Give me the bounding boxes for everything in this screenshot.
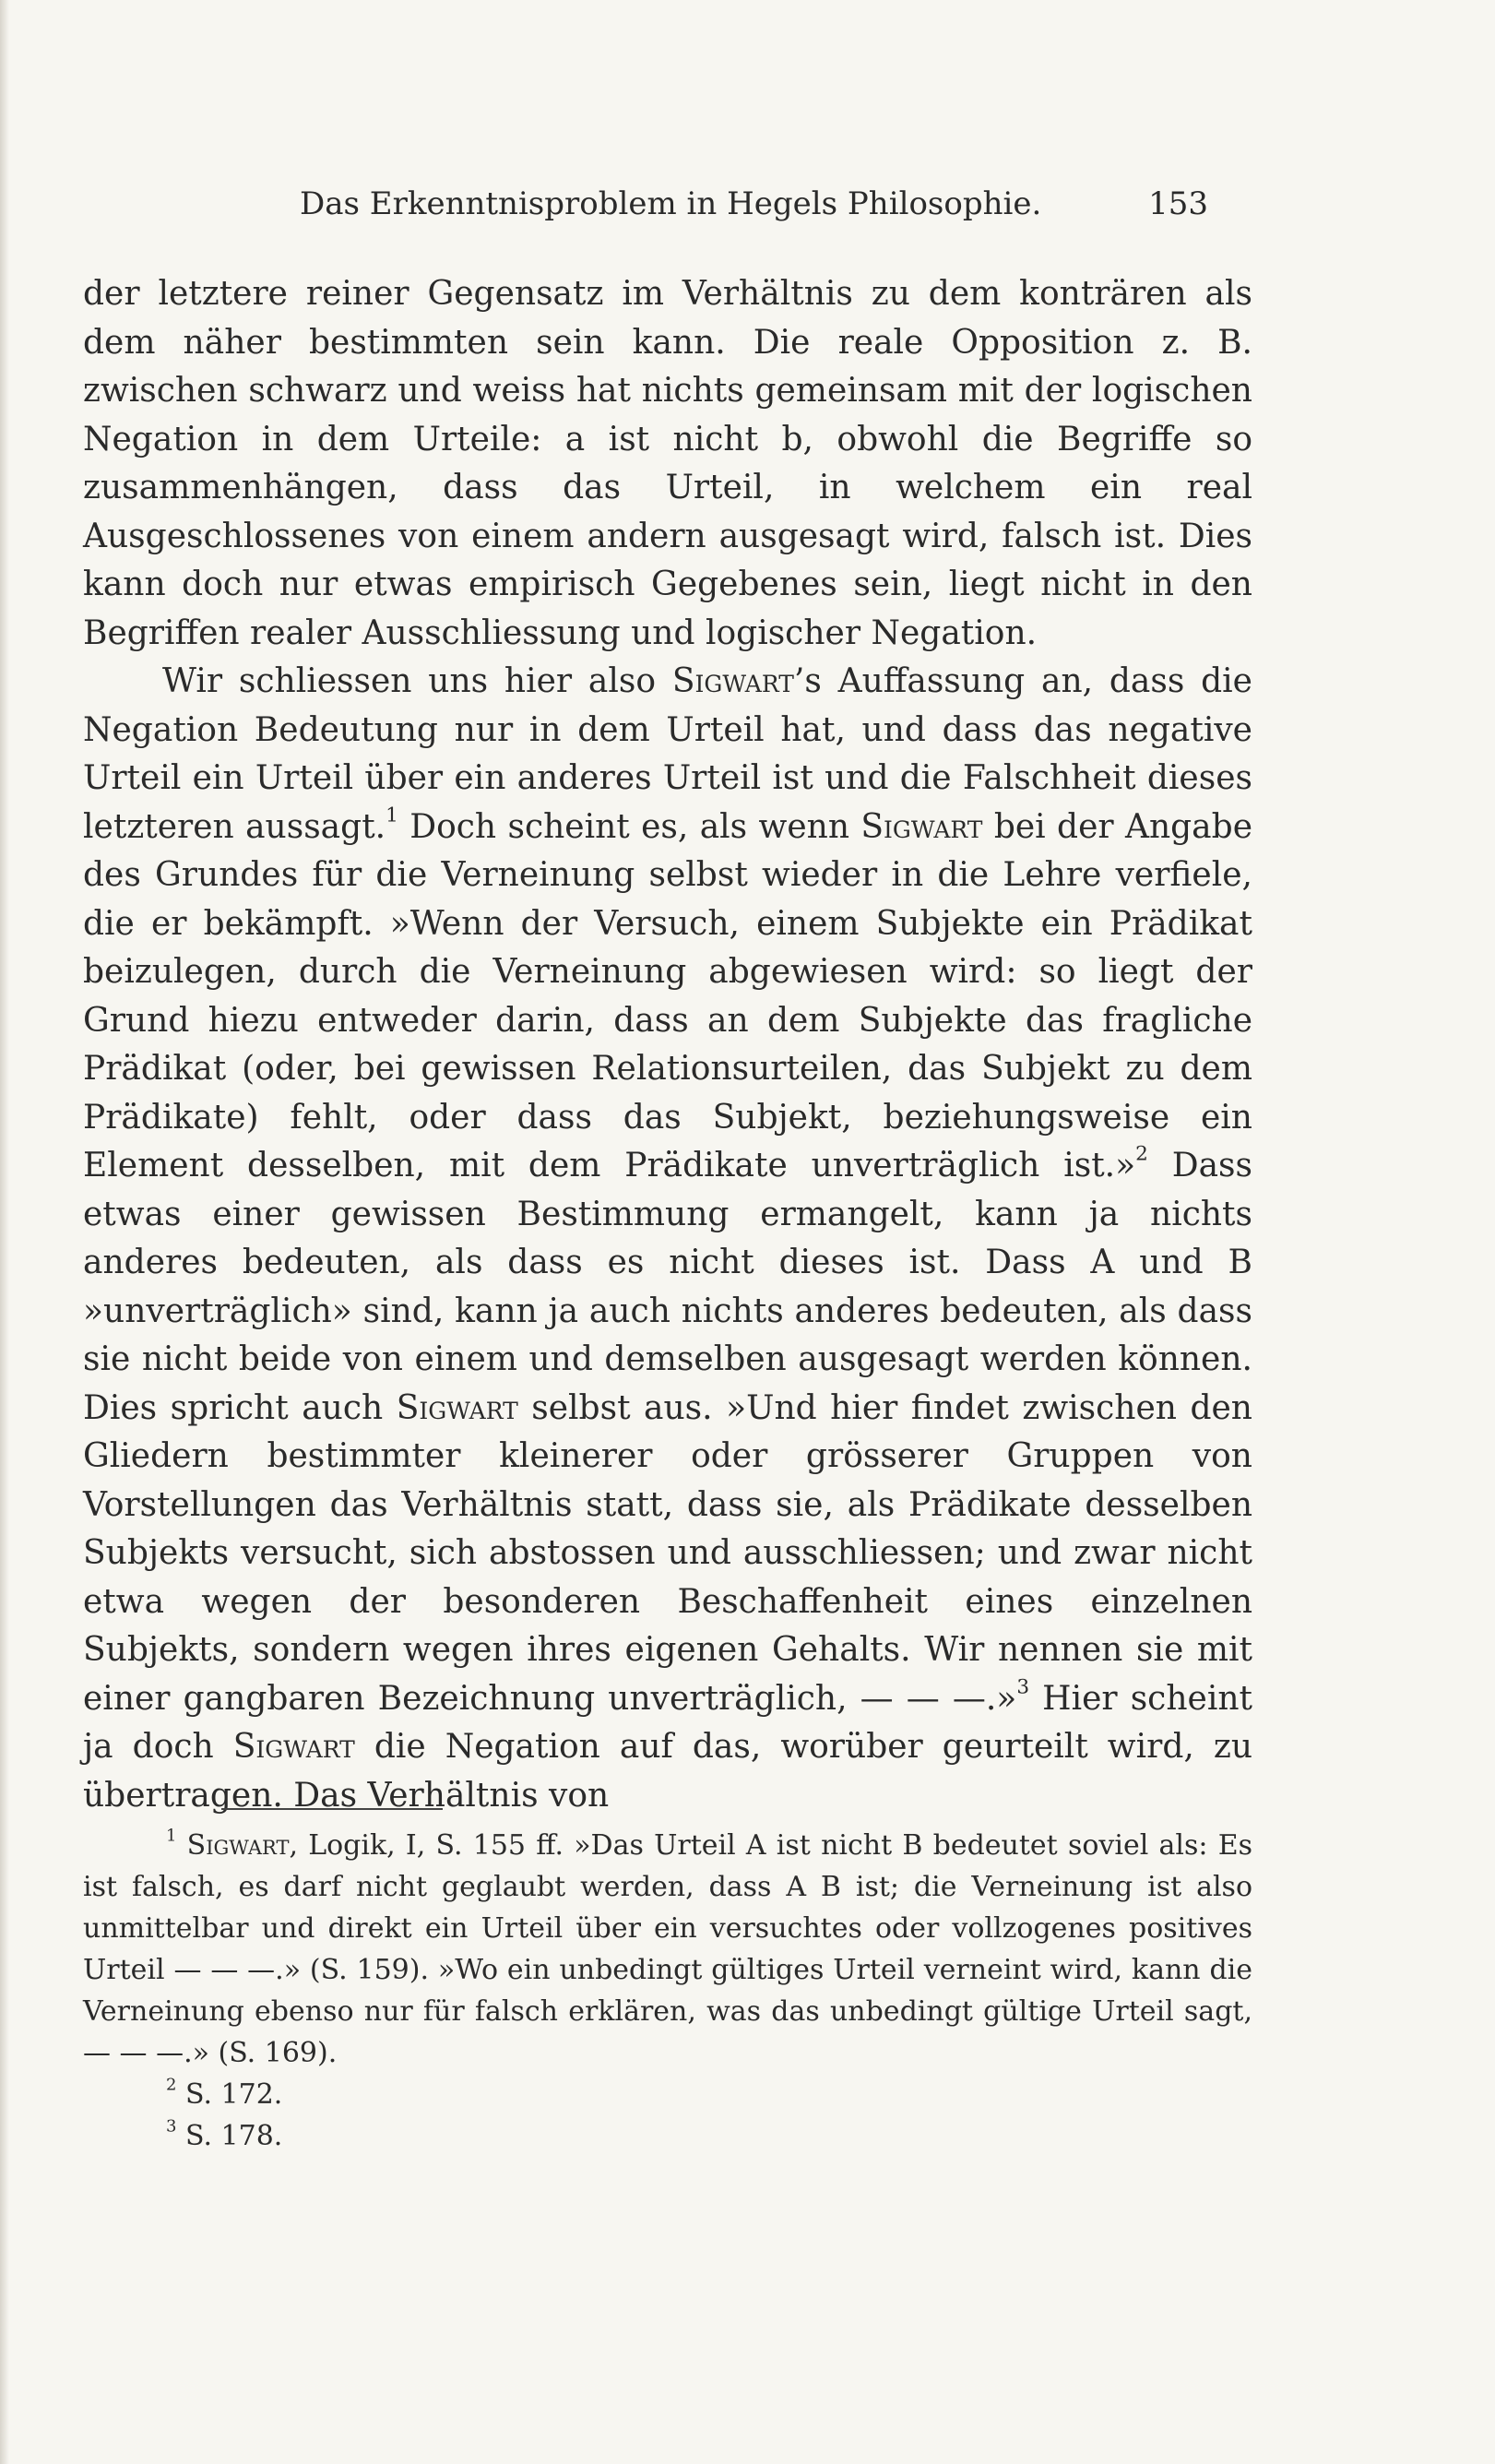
author-name-sigwart: Sigwart [860,807,983,846]
paragraph-2 [83,658,1252,1820]
footnote-2 [83,2074,1252,2115]
paragraph-2-segment-7: Hier scheint ja doch [83,1679,1252,1766]
author-name-sigwart: Sigwart [396,1388,518,1427]
footnote-mark-1: 1 [166,1826,177,1846]
footnote-1-author: Sigwart [186,1829,290,1862]
footnote-1-text: , Logik, I, S. 155 ff. »Das Urteil A ist nicht B bedeutet soviel als: Es ist falsch, es darf nicht geglaubt werden, dass A B ist; die Verneinung ist also unmittelbar und direkt ein Urteil über ein versuchtes oder vollzogenes positives Urteil — — —.» (S. 159). »Wo ein unbedingt gültiges Urteil verneint wird, kann die Verneinung ebenso nur für falsch erklären, was das unbedingt gültige Urteil sagt, — — —.» (S. 169). [83,1829,1252,2069]
footnote-mark-3: 3 [166,2116,177,2137]
footnote-ref-2: 2 [1135,1142,1148,1166]
footnote-3-text: S. 178. [176,2120,283,2152]
footnote-ref-1: 1 [386,803,398,827]
paragraph-2-segment-4: bei der Angabe des Grundes für die Verneinung selbst wieder in die Lehre verfiele, die er bekämpft. »Wenn der Versuch, einem Subjekte ein Prädikat beizulegen, durch die Verneinung abgewiesen wird: so liegt der Grund hiezu entweder darin, dass an dem Subjekte das fragliche Prädikat (oder, bei gewissen Relationsurteilen, das Subjekt zu dem Prädikate) fehlt, oder dass das Subjekt, beziehungsweise ein Element desselben, mit dem Prädikate unverträglich ist.» [83,807,1252,1184]
footnote-1 [83,1825,1252,2074]
paragraph-1: der letztere reiner Gegensatz im Verhältnis zu dem konträren als dem näher bestimmten sein kann. Die reale Opposition z. B. zwischen schwarz und weiss hat nichts gemeinsam mit der logischen Negation in dem Urteile: a ist nicht b, obwohl die Begriffe so zusammenhängen, dass das Urteil, in welchem ein real Ausgeschlossenes von einem andern ausgesagt wird, falsch ist. Dies kann doch nur etwas empirisch Gegebenes sein, liegt nicht in den Begriffen realer Ausschliessung und logischer Negation. [83,275,1252,652]
author-name-sigwart: Sigwart [671,662,794,700]
running-head-title: Das Erkenntnisproblem in Hegels Philosophie. [300,185,1042,222]
paragraph-2-segment-3: Doch scheint es, als wenn [397,807,861,846]
binding-edge [0,0,9,2464]
paragraph-2-segment-1: Wir schliessen uns hier also [162,662,672,700]
footnote-ref-3: 3 [1016,1675,1030,1699]
paragraph-2-segment-8: die Negation auf das, worüber geurteilt wird, zu übertragen. Das Verhältnis von [83,1728,1253,1815]
footnotes [83,1825,1252,2157]
paragraph-2-segment-6: selbst aus. »Und hier findet zwischen den Gliedern bestimmter kleinerer oder grösserer Gruppen von Vorstellungen das Verhältnis statt, dass sie, als Prädikate desselben Subjekts versucht, sich abstossen und ausschliessen; und zwar nicht etwa wegen der besonderen Beschaffenheit eines einzelnen Subjekts, sondern wegen ihres eigenen Gehalts. Wir nennen sie mit einer gangbaren Bezeichnung unverträglich, — — —.» [83,1388,1252,1718]
footnote-2-text: S. 172. [176,2078,283,2111]
author-name-sigwart: Sigwart [232,1728,355,1766]
page-number: 153 [1148,185,1208,222]
paragraph-2-segment-2: ’s Auffassung an, dass die Negation Bedeutung nur in dem Urteil hat, und dass das negative Urteil ein Urteil über ein anderes Urteil ist und die Falschheit dieses letzteren aussagt. [83,662,1252,846]
footnote-divider [221,1808,443,1810]
footnote-mark-2: 2 [166,2075,177,2095]
paragraph-2-segment-5: Dass etwas einer gewissen Bestimmung ermangelt, kann ja nichts anderes bedeuten, als dass es nicht dieses ist. Dass A und B »unverträglich» sind, kann ja auch nichts anderes bedeuten, als dass sie nicht beide von einem und demselben ausgesagt werden können. Dies spricht auch [83,1147,1253,1427]
running-head [83,181,1208,227]
footnote-3 [83,2115,1252,2157]
body-text [83,270,1252,1820]
